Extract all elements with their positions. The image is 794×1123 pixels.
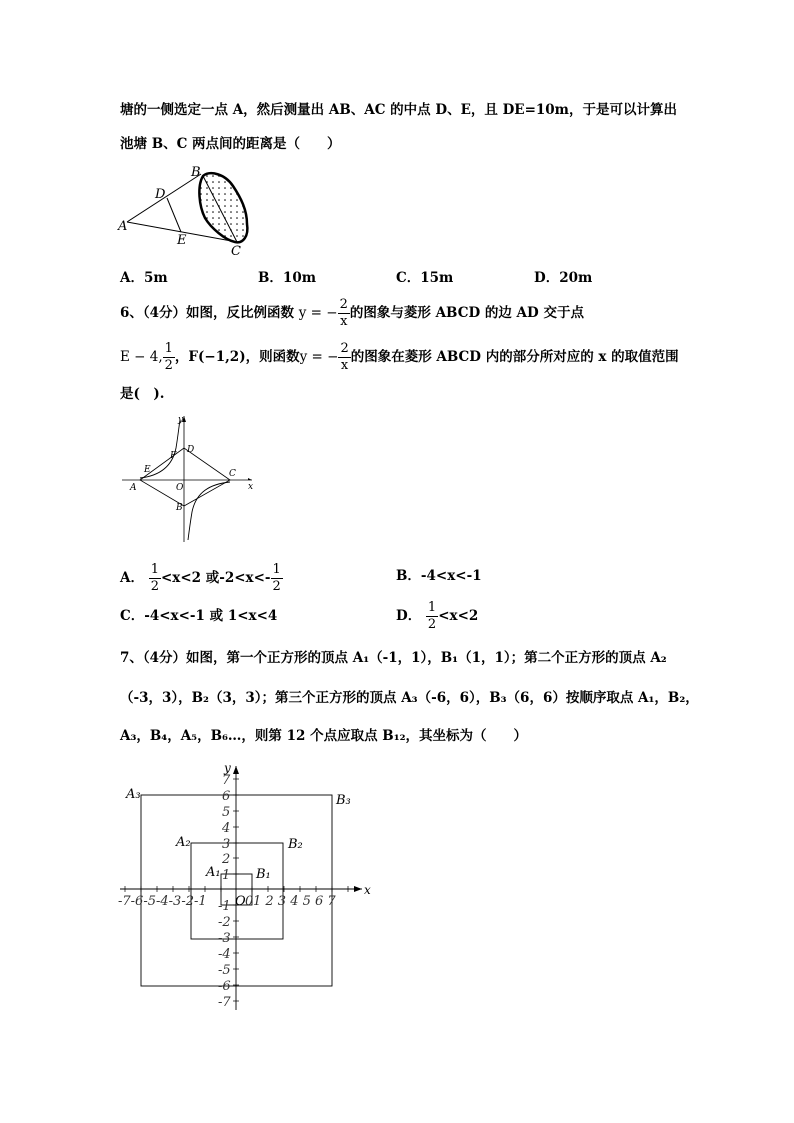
rhombus-abcd (140, 448, 230, 506)
q5-text-line1: 塘的一侧选定一点 A，然后测量出 AB、AC 的中点 D、E，且 DE=10m，于是可以计算出 (120, 102, 677, 118)
svg-text:B₂: B₂ (288, 837, 303, 852)
svg-text:-3: -3 (218, 931, 231, 946)
x-tick-labels-positive: 1 2 3 4 5 6 7 (253, 894, 336, 909)
svg-text:E: E (144, 465, 151, 475)
svg-text:C: C (229, 469, 236, 479)
q5-text-line2: 池塘 B、C 两点间的距离是（ ） (120, 136, 341, 152)
q5-label-E: E (177, 233, 187, 248)
svg-text:B₃: B₃ (336, 793, 351, 808)
svg-text:-4: -4 (218, 947, 231, 962)
q6-option-a[interactable]: A． $\frac{1}{2}$ <x<2 或-2<x<- $\frac{1}{2}$ (120, 562, 281, 594)
q5-label-A: A (118, 219, 128, 234)
q5-option-a[interactable]: A．5m (120, 270, 168, 286)
q6-rhombus-figure (118, 412, 258, 544)
q5-label-B: B (191, 165, 201, 180)
q7-squares-figure (110, 752, 380, 1012)
q5-label-D: D (155, 187, 166, 202)
svg-text:A₁: A₁ (206, 865, 221, 880)
svg-text:A₃: A₃ (126, 787, 141, 802)
x-tick-labels-negative: -7-6-5-4-3-2-1 (118, 894, 207, 909)
svg-text:B: B (176, 503, 183, 513)
q5-label-C: C (231, 244, 241, 259)
q6-option-d[interactable]: D． $\frac{1}{2}$ <x<2 (396, 600, 479, 632)
svg-text:F: F (170, 451, 177, 461)
svg-text:x: x (248, 482, 254, 492)
svg-text:-5: -5 (218, 963, 231, 978)
q6-option-c[interactable]: C．-4<x<-1 或 1<x<4 (120, 608, 278, 624)
q5-pond-figure (115, 162, 265, 262)
svg-text:A: A (130, 483, 137, 493)
svg-text:2: 2 (222, 852, 231, 867)
svg-text:B₁: B₁ (256, 867, 271, 882)
svg-text:y: y (224, 761, 231, 775)
svg-text:-7: -7 (218, 995, 231, 1010)
svg-text:O: O (235, 894, 246, 909)
q6-text-line2: E − 4, $\frac{1}{2}$ ，F(−1,2)，则函数y = − $\frac{2}{x}$ 的图象在菱形 ABCD 内的部分所对应的 x 的取值范围 (120, 341, 679, 373)
svg-text:-6: -6 (218, 979, 231, 994)
svg-text:A₂: A₂ (176, 835, 191, 850)
svg-text:3: 3 (222, 837, 231, 852)
q7-text-line3: A₃，B₄，A₅，B₆…，则第 12 个点应取点 B₁₂，其坐标为（ ） (120, 728, 528, 744)
q7-text-line1: 7、（4分）如图，第一个正方形的顶点 A₁（-1，1），B₁（1，1）；第二个正方形的顶点 A₂ (120, 650, 667, 666)
q7-text-line2: （-3，3），B₂（3，3）；第三个正方形的顶点 A₃（-6，6），B₃（6，6）按顺序取点 A₁，B₂， (120, 690, 699, 706)
svg-text:5: 5 (222, 805, 231, 820)
svg-text:4: 4 (222, 821, 231, 836)
svg-text:D: D (187, 445, 195, 455)
svg-text:y: y (178, 415, 184, 425)
q6-option-b[interactable]: B．-4<x<-1 (396, 568, 482, 584)
svg-text:-2: -2 (218, 915, 231, 930)
q5-option-b[interactable]: B．10m (258, 270, 316, 286)
fraction: $\frac{1}{2}$ (272, 562, 281, 594)
q6-text-line1: 6、（4分）如图，反比例函数 y = − $\frac{2}{x}$ 的图象与菱形 ABCD 的边 AD 交于点 (120, 297, 584, 329)
svg-text:-1: -1 (218, 899, 231, 914)
fraction: $\frac{2}{x}$ (340, 341, 349, 373)
y-tick-labels (218, 773, 231, 1010)
fraction: $\frac{1}{2}$ (164, 341, 173, 373)
x-tick-zero: 0 (245, 894, 254, 909)
svg-text:6: 6 (222, 789, 231, 804)
svg-text:7: 7 (222, 773, 231, 788)
q6-text-line3: 是( ). (120, 386, 165, 402)
fraction: $\frac{1}{2}$ (427, 600, 437, 632)
fraction: $\frac{1}{2}$ (150, 562, 159, 594)
square-3 (141, 795, 332, 986)
fraction: $\frac{2}{x}$ (339, 297, 348, 329)
q5-option-c[interactable]: C．15m (396, 270, 454, 286)
svg-text:x: x (364, 883, 371, 897)
svg-text:1: 1 (222, 868, 231, 883)
q5-option-d[interactable]: D．20m (534, 270, 593, 286)
svg-text:O: O (176, 483, 184, 493)
